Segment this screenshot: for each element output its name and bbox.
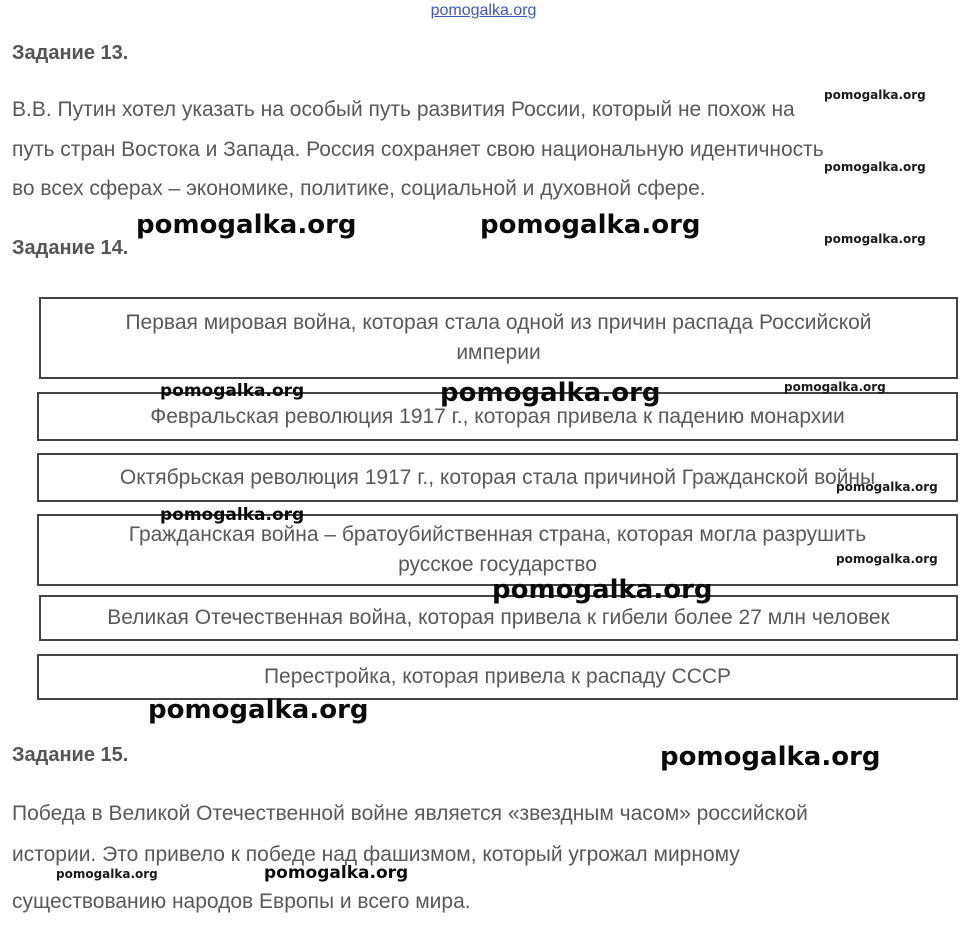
watermark: pomogalka.org xyxy=(148,695,369,725)
watermark: pomogalka.org xyxy=(264,863,409,883)
history-box-1 xyxy=(39,297,958,379)
task14-title: Задание 14. xyxy=(12,237,129,259)
task13-line-3: во всех сферах – экономике, политике, социальной и духовной сфере. xyxy=(12,177,706,200)
history-box-3-line1: Октябрьская революция 1917 г., которая стала причиной Гражданской войны xyxy=(119,465,876,489)
task13-title: Задание 13. xyxy=(12,42,129,64)
history-box-4-line2: русское государство xyxy=(398,553,597,576)
history-box-6-line1: Перестройка, которая привела к распаду СССР xyxy=(263,665,732,688)
task15-title: Задание 15. xyxy=(12,744,129,766)
watermark: pomogalka.org xyxy=(492,575,713,605)
task15-line-1: Победа в Великой Отечественной войне является «звездным часом» российской xyxy=(12,802,808,825)
task13-line-2: путь стран Востока и Запада. Россия сохраняет свою национальную идентичность xyxy=(12,138,824,161)
watermark: pomogalka.org xyxy=(440,378,661,408)
watermark: pomogalka.org xyxy=(824,160,926,174)
history-box-2-line1: Февральская революция 1917 г., которая привела к падению монархии xyxy=(150,404,845,428)
history-box-5-line1: Великая Отечественная война, которая привела к гибели более 27 млн человек xyxy=(107,606,890,629)
watermark: pomogalka.org xyxy=(824,232,926,246)
history-box-4-line1: Гражданская война – братоубийственная страна, которая могла разрушить xyxy=(128,523,867,546)
history-box-1-line1: Первая мировая война, которая стала одной из причин распада Российской xyxy=(125,311,872,334)
watermark: pomogalka.org xyxy=(660,742,881,772)
watermark: pomogalka.org xyxy=(824,88,926,102)
history-box-3 xyxy=(37,453,958,502)
watermark: pomogalka.org xyxy=(160,505,305,525)
task13-line-1: В.В. Путин хотел указать на особый путь развития России, который не похож на xyxy=(12,98,795,121)
watermark: pomogalka.org xyxy=(480,210,701,240)
task15-line-3: существованию народов Европы и всего мира. xyxy=(12,890,471,913)
watermark: pomogalka.org xyxy=(136,210,357,240)
watermark: pomogalka.org xyxy=(836,552,938,566)
watermark: pomogalka.org xyxy=(56,867,158,881)
watermark: pomogalka.org xyxy=(160,381,305,401)
task15-line-2: истории. Это привело к победе над фашизмом, который угрожал мирному xyxy=(12,843,740,866)
watermark: pomogalka.org xyxy=(836,480,938,494)
history-box-1-line2: империи xyxy=(456,341,541,364)
history-box-6 xyxy=(37,654,958,700)
site-link[interactable]: pomogalka.org xyxy=(430,2,537,19)
watermark: pomogalka.org xyxy=(784,380,886,394)
